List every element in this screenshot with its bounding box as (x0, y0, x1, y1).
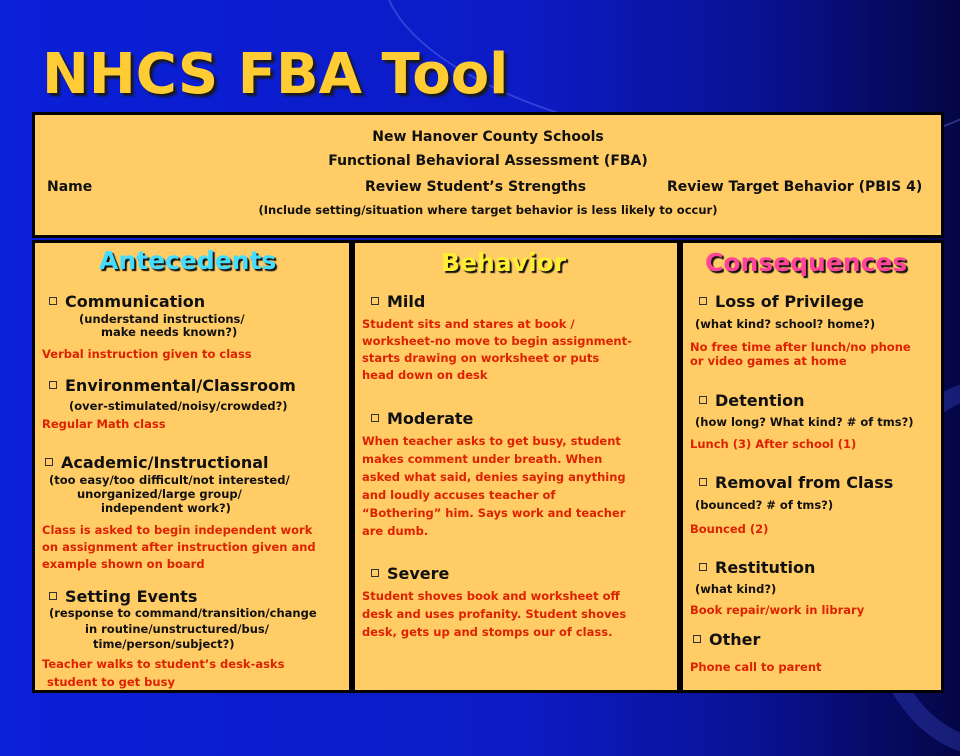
moderate-label: Moderate (387, 409, 474, 428)
moderate-line-5: “Bothering” him. Says work and teacher (362, 506, 626, 520)
behavior-column (352, 240, 680, 693)
moderate-line-4: and loudly accuses teacher of (362, 488, 556, 502)
mild-line-2: worksheet-no move to begin assignment- (362, 334, 632, 348)
moderate-line-2: makes comment under breath. When (362, 452, 603, 466)
checkbox-icon[interactable] (49, 592, 57, 600)
academic-hint-1: (too easy/too difficult/not interested/ (49, 473, 290, 487)
communication-answer: Verbal instruction given to class (42, 347, 252, 361)
environmental-item[interactable] (49, 376, 296, 395)
antecedents-column (32, 240, 352, 693)
slide-title: NHCS FBA Tool (42, 42, 509, 107)
moderate-line-6: are dumb. (362, 524, 429, 538)
removal-label: Removal from Class (715, 473, 894, 492)
environmental-answer: Regular Math class (42, 417, 166, 431)
academic-answer-3: example shown on board (42, 557, 205, 571)
checkbox-icon[interactable] (371, 297, 379, 305)
setting-events-label: Setting Events (65, 587, 198, 606)
restitution-hint: (what kind?) (695, 582, 777, 596)
checkbox-icon[interactable] (699, 478, 707, 486)
loss-hint: (what kind? school? home?) (695, 317, 876, 331)
setting-hint-3: time/person/subject?) (93, 637, 235, 651)
header-note: (Include setting/situation where target behavior is less likely to occur) (258, 203, 718, 217)
checkbox-icon[interactable] (49, 297, 57, 305)
moderate-line-3: asked what said, denies saying anything (362, 470, 626, 484)
academic-hint-3: independent work?) (101, 501, 231, 515)
setting-hint-2: in routine/unstructured/bus/ (85, 622, 269, 636)
setting-hint-1: (response to command/transition/change (49, 606, 317, 620)
severe-item[interactable] (371, 564, 449, 583)
mild-label: Mild (387, 292, 426, 311)
moderate-item[interactable] (371, 409, 473, 428)
checkbox-icon[interactable] (371, 569, 379, 577)
behavior-title: Behavior (441, 248, 567, 277)
form-name: Functional Behavioral Assessment (FBA) (328, 153, 648, 169)
checkbox-icon[interactable] (371, 414, 379, 422)
removal-hint: (bounced? # of tms?) (695, 498, 834, 512)
mild-line-3: starts drawing on worksheet or puts (362, 351, 600, 365)
communication-item[interactable] (49, 292, 205, 311)
checkbox-icon[interactable] (49, 381, 57, 389)
header-panel (32, 112, 944, 238)
severe-label: Severe (387, 564, 450, 583)
loss-of-privilege-item[interactable] (699, 292, 864, 311)
consequences-title: Consequences (705, 248, 908, 277)
loss-of-privilege-label: Loss of Privilege (715, 292, 864, 311)
mild-line-4: head down on desk (362, 368, 488, 382)
severe-line-1: Student shoves book and worksheet off (362, 589, 620, 603)
severe-line-2: desk and uses profanity. Student shoves (362, 607, 627, 621)
other-label: Other (709, 630, 761, 649)
restitution-answer: Book repair/work in library (690, 603, 865, 617)
moderate-line-1: When teacher asks to get busy, student (362, 434, 621, 448)
other-answer: Phone call to parent (690, 660, 822, 674)
target-behavior-label: Review Target Behavior (PBIS 4) (667, 179, 923, 195)
restitution-label: Restitution (715, 558, 816, 577)
academic-answer-2: on assignment after instruction given and (42, 540, 316, 554)
severe-line-3: desk, gets up and stomps our of class. (362, 625, 613, 639)
checkbox-icon[interactable] (45, 458, 53, 466)
loss-answer-2: or video games at home (690, 354, 847, 368)
removal-answer: Bounced (2) (690, 522, 769, 536)
loss-answer-1: No free time after lunch/no phone (690, 340, 911, 354)
name-label: Name (47, 179, 93, 195)
mild-line-1: Student sits and stares at book / (362, 317, 575, 331)
academic-hint-2: unorganized/large group/ (77, 487, 242, 501)
communication-label: Communication (65, 292, 206, 311)
org-name: New Hanover County Schools (372, 129, 604, 145)
setting-answer-2: student to get busy (47, 675, 175, 689)
detention-hint: (how long? What kind? # of tms?) (695, 415, 914, 429)
academic-label: Academic/Instructional (61, 453, 269, 472)
detention-answer: Lunch (3) After school (1) (690, 437, 857, 451)
removal-item[interactable] (699, 473, 893, 492)
checkbox-icon[interactable] (699, 563, 707, 571)
checkbox-icon[interactable] (699, 396, 707, 404)
checkbox-icon[interactable] (693, 635, 701, 643)
communication-hint-2: make needs known?) (101, 325, 238, 339)
detention-item[interactable] (699, 391, 805, 410)
communication-hint-1: (understand instructions/ (79, 312, 245, 326)
other-item[interactable] (693, 630, 760, 649)
checkbox-icon[interactable] (699, 297, 707, 305)
detention-label: Detention (715, 391, 805, 410)
academic-answer-1: Class is asked to begin independent work (42, 523, 313, 537)
setting-events-item[interactable] (49, 587, 197, 606)
restitution-item[interactable] (699, 558, 815, 577)
consequences-column (680, 240, 944, 693)
academic-item[interactable] (45, 453, 269, 472)
mild-item[interactable] (371, 292, 425, 311)
setting-answer-1: Teacher walks to student’s desk-asks (42, 657, 285, 671)
strengths-label: Review Student’s Strengths (365, 179, 587, 195)
environmental-label: Environmental/Classroom (65, 376, 296, 395)
environmental-hint: (over-stimulated/noisy/crowded?) (69, 399, 288, 413)
antecedents-title: Antecedents (99, 246, 277, 275)
